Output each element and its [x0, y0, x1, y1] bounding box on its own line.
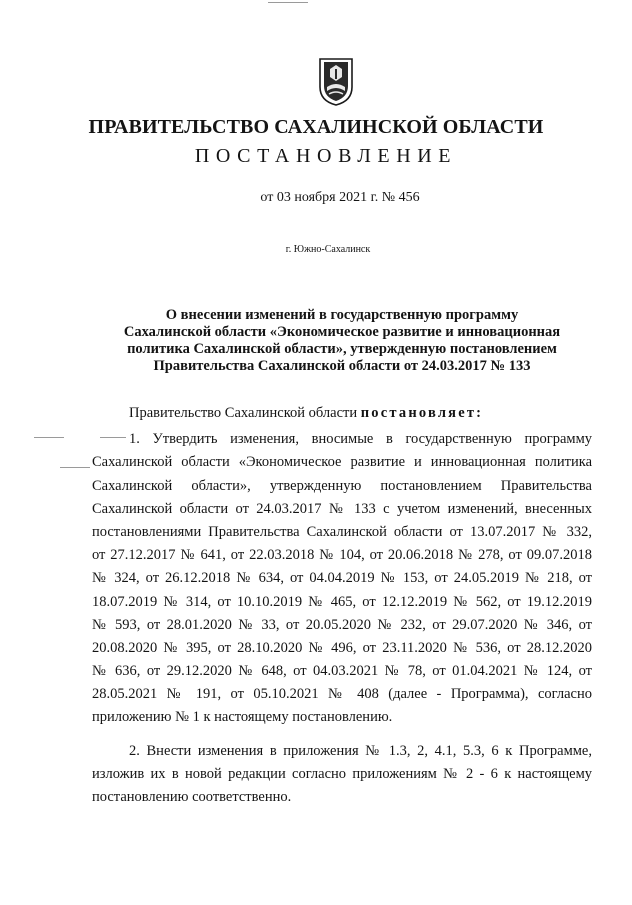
subject-line: Правительства Сахалинской области от 24.03.2017 № 133	[153, 358, 531, 374]
paragraph-2	[92, 740, 592, 810]
paragraph-line: постановлениями Правительства Сахалинской области от 13.07.2017 № 332,	[92, 523, 592, 540]
paragraph-line: № 636, от 29.12.2020 № 648, от 04.03.2021 № 78, от 01.04.2021 № 124, от	[92, 663, 592, 680]
document-date: от 03 ноября 2021 г. № 456	[260, 190, 420, 205]
paragraph-line: № 593, от 28.01.2020 № 33, от 20.05.2020 № 232, от 29.07.2020 № 346, от	[92, 616, 592, 633]
document-subject	[92, 307, 592, 375]
coat-of-arms-icon	[316, 57, 356, 107]
paragraph-line: Сахалинской области от 24.03.2017 № 133 с учетом изменений, внесенных	[92, 500, 592, 517]
scan-artifact	[60, 467, 90, 468]
scan-artifact	[34, 437, 64, 438]
document-body	[92, 402, 592, 809]
paragraph-line: изложив их в новой редакции согласно приложениям № 2 - 6 к настоящему	[92, 765, 592, 782]
document-type: ПОСТАНОВЛЕНИЕ	[194, 145, 458, 167]
scan-artifact	[100, 437, 126, 438]
paragraph-line: 18.07.2019 № 314, от 10.10.2019 № 465, от 12.12.2019 № 562, от 19.12.2019	[92, 593, 592, 610]
paragraph-gap	[92, 730, 592, 740]
paragraph-1	[92, 428, 592, 729]
paragraph-line: 20.08.2020 № 395, от 28.10.2020 № 496, от 23.11.2020 № 536, от 28.12.2020	[92, 639, 592, 656]
organization-title: ПРАВИТЕЛЬСТВО САХАЛИНСКОЙ ОБЛАСТИ	[88, 116, 544, 138]
paragraph-line: Сахалинской области «Экономическое развитие и инновационная политика	[92, 454, 592, 471]
paragraph-line: от 27.12.2017 № 641, от 22.03.2018 № 104, от 20.06.2018 № 278, от 09.07.2018	[92, 547, 592, 564]
paragraph-line: приложению № 1 к настоящему постановлению.	[92, 709, 393, 726]
paragraph-line: Сахалинской области», утвержденную постановлением Правительства	[92, 477, 592, 494]
paragraph-line: 2. Внести изменения в приложения № 1.3, 2, 4.1, 5.3, 6 к Программе,	[129, 742, 592, 759]
intro-action: постановляет:	[360, 405, 484, 421]
intro-text: Правительство Сахалинской области	[129, 405, 358, 421]
subject-line: политика Сахалинской области», утвержденную постановлением	[127, 341, 557, 357]
intro-line	[92, 402, 592, 425]
scan-artifact	[268, 2, 308, 3]
paragraph-line: 28.05.2021 № 191, от 05.10.2021 № 408 (далее - Программа), согласно	[92, 686, 592, 703]
paragraph-line: № 324, от 26.12.2018 № 634, от 04.04.2019 № 153, от 24.05.2019 № 218, от	[92, 570, 592, 587]
subject-line: О внесении изменений в государственную программу	[165, 307, 519, 323]
subject-line: Сахалинской области «Экономическое развитие и инновационная	[123, 324, 561, 340]
paragraph-line: 1. Утвердить изменения, вносимые в государственную программу	[129, 431, 592, 448]
paragraph-line: постановлению соответственно.	[92, 789, 292, 805]
document-city: г. Южно-Сахалинск	[285, 244, 371, 255]
